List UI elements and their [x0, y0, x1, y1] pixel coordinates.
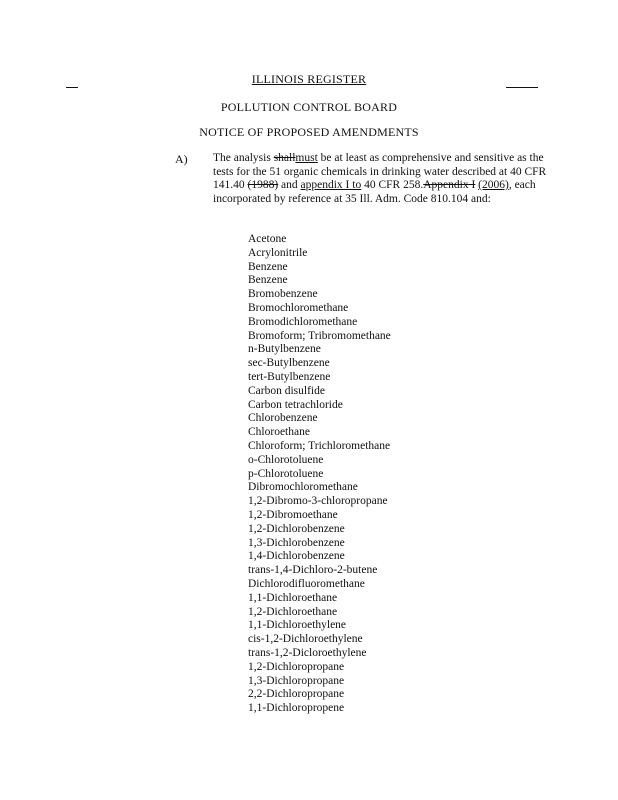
chemical-list-item: 1,4-Dichlorobenzene — [248, 550, 345, 563]
chemical-list-item: tert-Butylbenzene — [248, 370, 331, 383]
register-title: ILLINOIS REGISTER — [251, 72, 367, 86]
paragraph-text: , each incorporated by reference at 35 Ill. Adm. Code 810.104 and: — [213, 179, 536, 205]
deleted-text: Appendix I — [423, 179, 476, 191]
board-name: POLLUTION CONTROL BOARD — [220, 100, 398, 114]
chemical-list-item: trans-1,4-Dichloro-2-butene — [248, 564, 378, 577]
chemical-list-item: Dichlorodifluoromethane — [248, 577, 365, 590]
chemical-list — [248, 233, 391, 716]
chemical-list-item: Bromodichloromethane — [248, 315, 358, 328]
header-rule-left — [66, 87, 78, 88]
chemical-list-item: Dibromochloromethane — [248, 481, 358, 494]
chemical-list-item: 1,1-Dichloropropene — [248, 702, 345, 715]
chemical-list-item: n-Butylbenzene — [248, 343, 321, 356]
chemical-list-item: 1,3-Dichloropropane — [248, 674, 345, 687]
chemical-list-item: 2,2-Dichloropropane — [248, 688, 345, 701]
chemical-list-item: 1,1-Dichloroethylene — [248, 619, 347, 632]
chemical-list-item: Acetone — [248, 233, 287, 245]
amendment-paragraph — [213, 152, 548, 206]
chemical-list-item: sec-Butylbenzene — [248, 357, 330, 370]
chemical-list-item: Carbon disulfide — [248, 384, 325, 397]
paragraph-text: and — [278, 179, 301, 191]
chemical-list-item: trans-1,2-Dicloroethylene — [248, 646, 367, 659]
chemical-list-item: Benzene — [248, 260, 288, 273]
chemical-list-item: Acrylonitrile — [248, 246, 308, 259]
deleted-text: shall — [273, 152, 296, 164]
chemical-list-item: Chlorobenzene — [248, 412, 318, 425]
chemical-list-item: 1,2-Dibromo-3-chloropropane — [248, 495, 388, 508]
inserted-text: must — [295, 152, 318, 164]
chemical-list-item: Chloroethane — [248, 426, 310, 439]
chemical-list-item: cis-1,2-Dichloroethylene — [248, 633, 363, 646]
chemical-list-item: Carbon tetrachloride — [248, 398, 343, 411]
chemical-list-item: Bromobenzene — [248, 288, 318, 301]
inserted-text: appendix I to — [300, 179, 362, 191]
notice-title: NOTICE OF PROPOSED AMENDMENTS — [199, 125, 419, 139]
item-label: A) — [175, 152, 188, 166]
chemical-list-item: o-Chlorotoluene — [248, 453, 324, 466]
chemical-list-item: Bromoform; Tribromomethane — [248, 329, 391, 342]
inserted-text: (2006) — [478, 179, 509, 191]
chemical-list-item: p-Chlorotoluene — [248, 467, 324, 480]
paragraph-text: be at least as comprehensive and sensitive as the tests for the 51 organic chemicals in drinking water described at 40 CFR 141.40 — [213, 152, 547, 191]
chemical-list-item: 1,1-Dichloroethane — [248, 591, 338, 604]
chemical-list-item: 1,3-Dichlorobenzene — [248, 536, 345, 549]
chemical-list-item: 1,2-Dichloropropane — [248, 660, 345, 673]
deleted-text: (1988) — [247, 179, 279, 191]
paragraph-text: The analysis — [213, 152, 274, 164]
chemical-list-item: 1,2-Dibromoethane — [248, 508, 338, 521]
chemical-list-item: 1,2-Dichloroethane — [248, 605, 338, 618]
chemical-list-item: Bromochloromethane — [248, 301, 349, 314]
chemical-list-item: 1,2-Dichlorobenzene — [248, 522, 345, 535]
header-rule-right — [506, 87, 538, 88]
paragraph-text: 40 CFR 258. — [361, 179, 424, 191]
chemical-list-item: Chloroform; Trichloromethane — [248, 439, 391, 452]
chemical-list-item: Benzene — [248, 274, 288, 287]
